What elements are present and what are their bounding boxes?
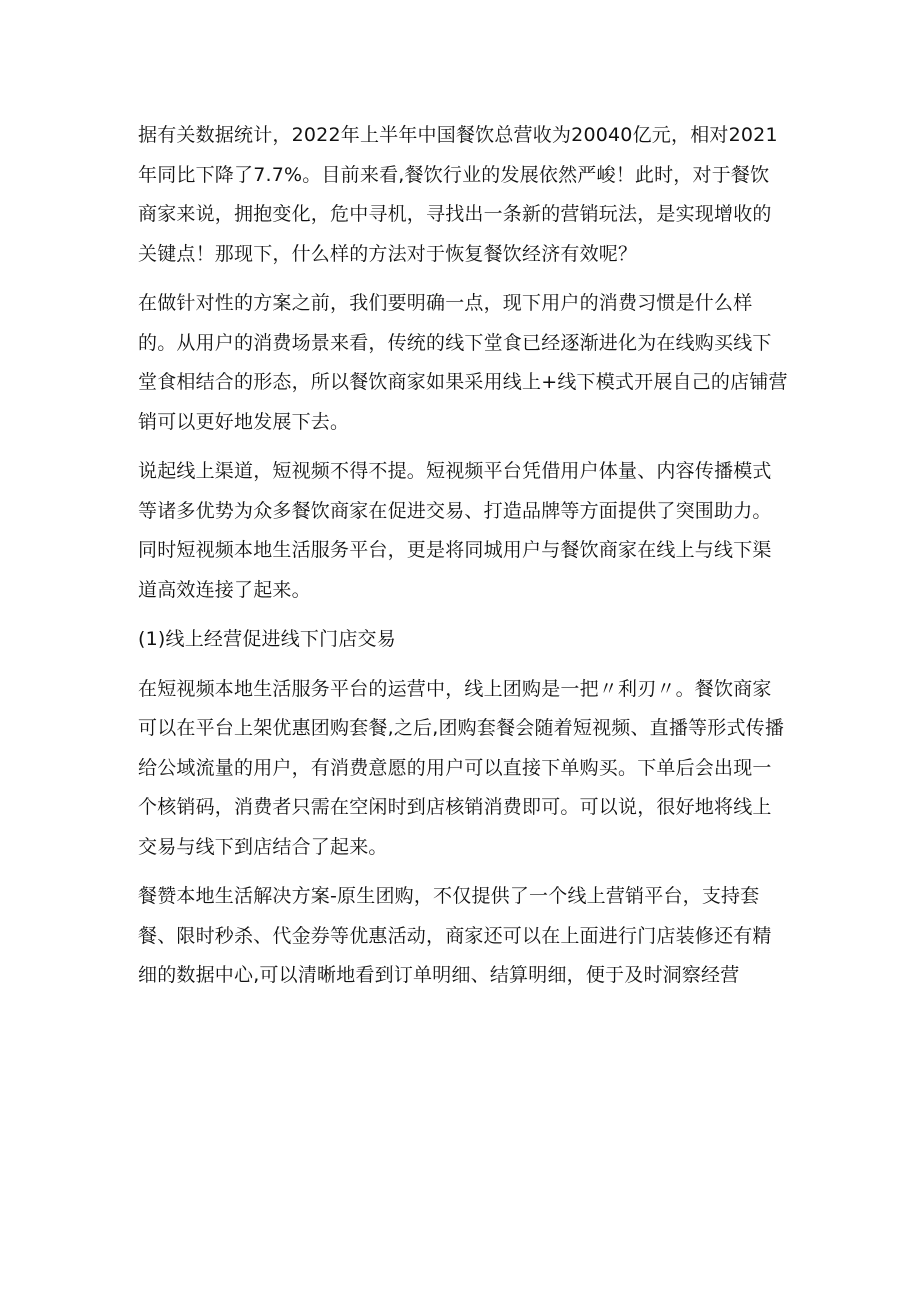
paragraph-5: 餐赞本地生活解决方案-原生团购，不仅提供了一个线上营销平台，支持套餐、限时秒杀、代金券等优惠活动，商家还可以在上面进行门店装修还有精细的数据中心,可以清晰地看到订单明细、结算明细，便于及时洞察经营 <box>138 885 772 986</box>
section-heading: (1)线上经营促进线下门店交易 <box>138 628 396 650</box>
document-body <box>138 116 788 1006</box>
paragraph-4: 在短视频本地生活服务平台的运营中，线上团购是一把〃利刃〃。餐饮商家可以在平台上架优惠团购套餐,之后,团购套餐会随着短视频、直播等形式传播给公域流量的用户，有消费意愿的用户可以直接下单购买。下单后会出现一个核销码，消费者只需在空闲时到店核销消费即可。可以说，很好地将线上交易与线下到店结合了起来。 <box>138 677 785 858</box>
paragraph-1: 据有关数据统计，2022年上半年中国餐饮总营收为20040亿元，相对2021年同比下降了7.7%。目前来看,餐饮行业的发展依然严峻！此时，对于餐饮商家来说，拥抱变化，危中寻机，寻找出一条新的营销玩法，是实现增收的关键点！那现下，什么样的方法对于恢复餐饮经济有效呢？ <box>138 124 778 265</box>
paragraph-2: 在做针对性的方案之前，我们要明确一点，现下用户的消费习惯是什么样的。从用户的消费场景来看，传统的线下堂食已经逐渐进化为在线购买线下堂食相结合的形态，所以餐饮商家如果采用线上+线下模式开展自己的店铺营销可以更好地发展下去。 <box>138 292 788 433</box>
paragraph-3: 说起线上渠道，短视频不得不提。短视频平台凭借用户体量、内容传播模式等诸多优势为众多餐饮商家在促进交易、打造品牌等方面提供了突围助力。同时短视频本地生活服务平台，更是将同城用户与餐饮商家在线上与线下渠道高效连接了起来。 <box>138 460 772 601</box>
